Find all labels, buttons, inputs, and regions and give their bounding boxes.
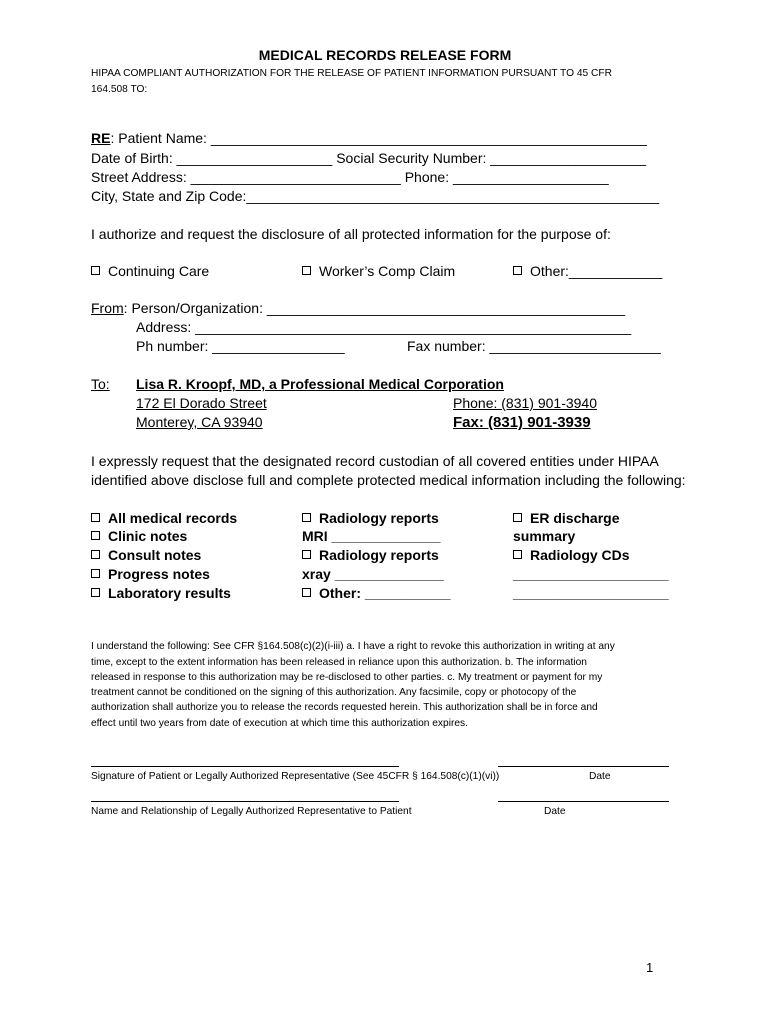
name-relationship-line[interactable] <box>91 801 399 802</box>
record-label: Other: ___________ <box>319 585 451 601</box>
to-label: To: <box>91 376 110 392</box>
checkbox-icon[interactable] <box>91 588 100 597</box>
record-label: Clinic notes <box>108 528 188 544</box>
form-title: MEDICAL RECORDS RELEASE FORM <box>258 47 512 63</box>
option-label: Worker’s Comp Claim <box>319 263 456 279</box>
checkbox-icon[interactable] <box>91 513 100 522</box>
purpose-option-other[interactable] <box>513 263 662 279</box>
dob-ssn-row[interactable]: Date of Birth: ____________________ Social Security Number: ____________________ <box>91 150 646 166</box>
signature-label: Signature of Patient or Legally Authorized Representative (See 45CFR § 164.508(c)(1)(vi)) <box>91 771 500 782</box>
record-label: Radiology reports <box>319 547 439 563</box>
request-line2: identified above disclose full and complete protected medical information including the following: <box>91 472 686 488</box>
re-patient-name-row <box>91 130 647 146</box>
record-label: Consult notes <box>108 547 202 563</box>
date-line-1[interactable] <box>498 766 669 767</box>
signature-line[interactable] <box>91 766 399 767</box>
purpose-intro: I authorize and request the disclosure of all protected information for the purpose of: <box>91 226 611 242</box>
extra-record-field-2[interactable]: ____________________ <box>513 585 669 601</box>
record-radiology-cds[interactable] <box>513 547 630 563</box>
checkbox-icon[interactable] <box>302 550 311 559</box>
name-relationship-label: Name and Relationship of Legally Authorized Representative to Patient <box>91 806 412 817</box>
purpose-option-continuing-care[interactable] <box>91 263 209 279</box>
city-state-zip-row[interactable]: City, State and Zip Code:_____________________________________________________ <box>91 188 660 204</box>
record-er-discharge[interactable] <box>513 510 619 526</box>
form-subtitle-line1: HIPAA COMPLIANT AUTHORIZATION FOR THE RELEASE OF PATIENT INFORMATION PURSUANT TO 45 CFR <box>91 68 612 79</box>
person-org-field[interactable]: : Person/Organization: ______________________________________________ <box>123 300 626 316</box>
date-label-2: Date <box>544 806 566 817</box>
checkbox-icon[interactable] <box>513 513 522 522</box>
date-line-2[interactable] <box>498 801 669 802</box>
record-clinic-notes[interactable] <box>91 528 187 544</box>
address-phone-row[interactable]: Street Address: ___________________________ Phone: ____________________ <box>91 169 609 185</box>
from-label: From <box>91 300 124 316</box>
checkbox-icon[interactable] <box>91 266 100 275</box>
extra-record-field-1[interactable]: ____________________ <box>513 566 669 582</box>
legal-line5: authorization shall authorize you to release the records requested herein. This authorization shall be in force and <box>91 702 598 713</box>
legal-line3: released in response to this authorization may be re-disclosed to other parties. c. My treatment or payment for my <box>91 672 603 683</box>
checkbox-icon[interactable] <box>513 266 522 275</box>
record-label: All medical records <box>108 510 238 526</box>
recipient-street: 172 El Dorado Street <box>136 395 267 411</box>
from-person-row[interactable] <box>91 300 625 316</box>
record-label: Radiology CDs <box>530 547 630 563</box>
xray-field[interactable]: xray ______________ <box>302 566 444 582</box>
date-label-1: Date <box>589 771 611 782</box>
checkbox-icon[interactable] <box>302 588 311 597</box>
checkbox-icon[interactable] <box>302 266 311 275</box>
record-radiology-mri[interactable] <box>302 510 439 526</box>
from-phone-field[interactable]: Ph number: _________________ <box>136 338 345 354</box>
form-subtitle-line2: 164.508 TO: <box>91 84 148 95</box>
checkbox-icon[interactable] <box>513 550 522 559</box>
recipient-name: Lisa R. Kroopf, MD, a Professional Medical Corporation <box>136 376 504 392</box>
er-discharge-summary-label: summary <box>513 528 576 544</box>
mri-field[interactable]: MRI ______________ <box>302 528 441 544</box>
legal-line4: treatment cannot be conditioned on the signing of this authorization. Any facsimile, copy or photocopy of the <box>91 687 577 698</box>
recipient-phone: Phone: (831) 901-3940 <box>453 395 597 411</box>
record-radiology-xray[interactable] <box>302 547 439 563</box>
from-address-field[interactable]: Address: ________________________________________________________ <box>136 319 632 335</box>
from-fax-field[interactable]: Fax number: ______________________ <box>407 338 661 354</box>
record-label: Laboratory results <box>108 585 231 601</box>
recipient-fax: Fax: (831) 901-3939 <box>453 414 591 431</box>
legal-line6: effect until two years from date of execution at which time this authorization expires. <box>91 718 468 729</box>
record-label: Radiology reports <box>319 510 439 526</box>
checkbox-icon[interactable] <box>91 550 100 559</box>
option-label: Other:____________ <box>530 263 663 279</box>
record-other[interactable] <box>302 585 451 601</box>
checkbox-icon[interactable] <box>91 569 100 578</box>
re-label: RE <box>91 130 111 146</box>
record-progress-notes[interactable] <box>91 566 210 582</box>
checkbox-icon[interactable] <box>302 513 311 522</box>
legal-line2: time, except to the extent information has been released in reliance upon this authorization. b. The information <box>91 657 587 668</box>
page-number: 1 <box>646 960 654 975</box>
record-laboratory-results[interactable] <box>91 585 231 601</box>
option-label: Continuing Care <box>108 263 210 279</box>
legal-line1: I understand the following: See CFR §164.508(c)(2)(i-iii) a. I have a right to revoke this authorization in writing at any <box>91 641 615 652</box>
recipient-city: Monterey, CA 93940 <box>136 414 263 430</box>
record-label: ER discharge <box>530 510 620 526</box>
checkbox-icon[interactable] <box>91 531 100 540</box>
request-line1: I expressly request that the designated record custodian of all covered entities under HIPAA <box>91 453 659 469</box>
purpose-option-workers-comp[interactable] <box>302 263 455 279</box>
record-all-medical[interactable] <box>91 510 237 526</box>
patient-name-field[interactable]: : Patient Name: ________________________________________________________ <box>110 130 647 146</box>
record-label: Progress notes <box>108 566 210 582</box>
record-consult-notes[interactable] <box>91 547 201 563</box>
